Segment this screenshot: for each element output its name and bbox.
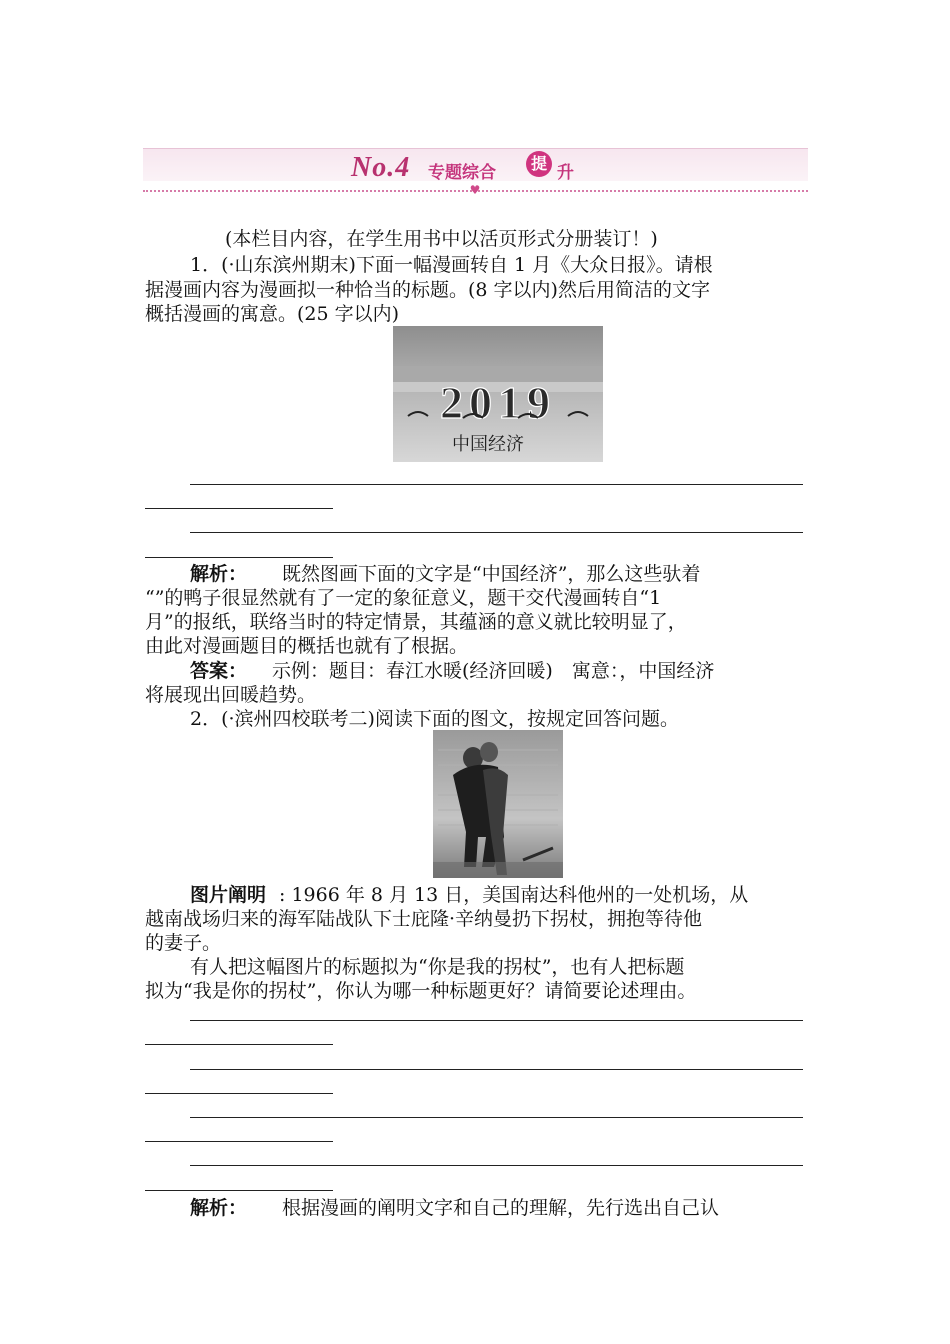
cartoon-2019-image (393, 326, 603, 462)
answer-line (145, 557, 333, 558)
q1-line-3: 概括漫画的寓意。(25 字以内) (145, 303, 400, 325)
analysis1-line-3: 月”的报纸，联络当时的特定情景，其蕴涵的意义就比较明显了， (145, 611, 687, 633)
answer-line (190, 1069, 803, 1070)
banner-title: 专题综合 (428, 163, 496, 183)
binding-note: (本栏目内容，在学生用书中以活页形式分册装订！) (225, 228, 658, 250)
caption-line-1: : 1966 年 8 月 13 日，美国南达科他州的一处机场，从 (279, 884, 749, 906)
q1-line-2: 据漫画内容为漫画拟一种恰当的标题。(8 字以内)然后用简洁的文字 (145, 279, 710, 301)
analysis2-line-1: 根据漫画的阐明文字和自己的理解，先行选出自己认 (282, 1197, 720, 1219)
cartoon-caption: 中国经济 (452, 434, 524, 455)
heart-icon: ♥ (469, 183, 481, 197)
hug-photo-image (433, 730, 563, 878)
answer-line (145, 508, 333, 509)
answer-line (190, 532, 803, 533)
answer-line (190, 1020, 803, 1021)
answer1-line-1: 示例：题目：春江水暖(经济回暖) 寓意：，中国经济 (272, 660, 715, 682)
analysis2-label: 解析： (190, 1197, 248, 1219)
analysis1-label: 解析： (190, 563, 248, 585)
q1-line-1: 1．(·山东滨州期末)下面一幅漫画转自 1 月《大众日报》。请根 (190, 254, 713, 276)
caption-label: 图片阐明 (190, 884, 267, 906)
q2-line: 2．(·滨州四校联考二)阅读下面的图文，按规定回答问题。 (190, 708, 679, 730)
banner-ti-badge: 提 (526, 151, 552, 177)
answer-line (145, 1044, 333, 1045)
caption-line-2: 越南战场归来的海军陆战队下士庇隆·辛纳曼扔下拐杖，拥抱等待他 (145, 908, 703, 930)
answer1-label: 答案： (190, 660, 248, 682)
answer-line (145, 1141, 333, 1142)
banner-number: No.4 (351, 152, 411, 183)
answer-line (190, 1165, 803, 1166)
answer-line (190, 484, 803, 485)
answer-line (145, 1093, 333, 1094)
answer-line (145, 1190, 333, 1191)
analysis1-line-4: 由此对漫画题目的概括也就有了根据。 (145, 635, 469, 657)
analysis1-line-1: 既然图画下面的文字是“中国经济”，那么这些驮着 (282, 563, 701, 585)
banner-sheng: 升 (557, 163, 574, 183)
section-banner (143, 142, 808, 200)
caption-line-3: 的妻子。 (145, 932, 222, 954)
cartoon-numbers: 2019 (440, 377, 556, 428)
q2-question-line-1: 有人把这幅图片的标题拟为“你是我的拐杖”，也有人把标题 (190, 956, 685, 978)
answer1-line-2: 将展现出回暖趋势。 (145, 684, 317, 706)
q2-question-line-2: 拟为“我是你的拐杖”，你认为哪一种标题更好？请简要论述理由。 (145, 980, 697, 1002)
answer-line (190, 1117, 803, 1118)
analysis1-line-2: “”的鸭子很显然就有了一定的象征意义，题干交代漫画转自“1 (145, 587, 662, 609)
